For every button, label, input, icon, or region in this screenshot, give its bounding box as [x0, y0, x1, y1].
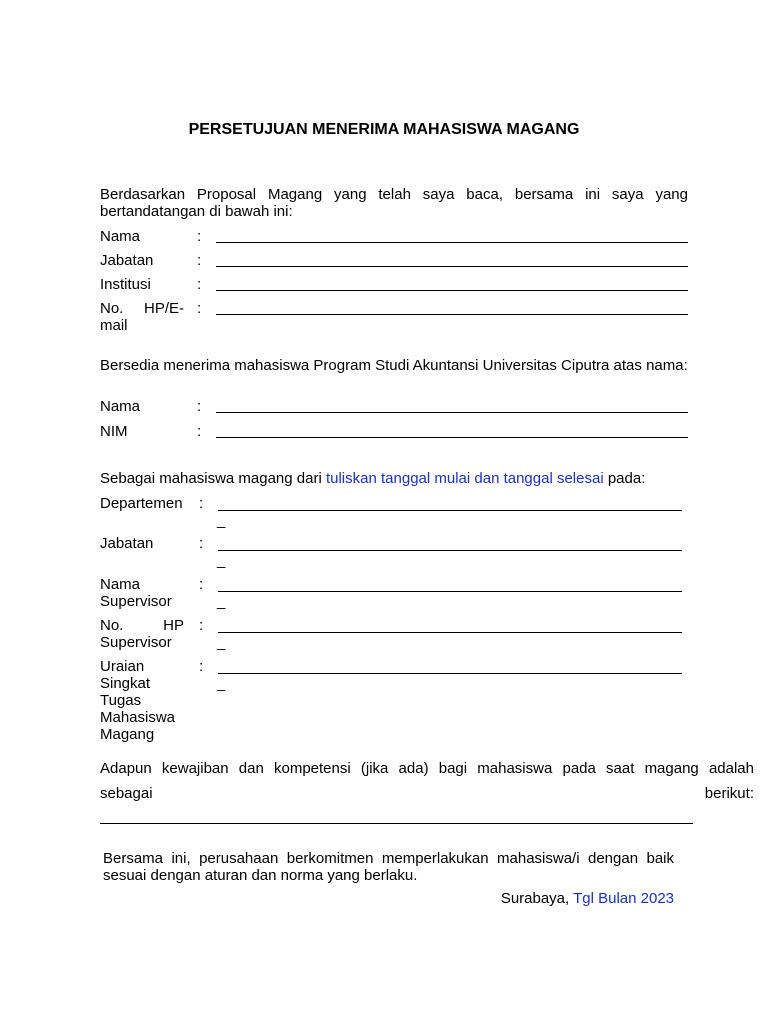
obligations-berikut: berikut:: [704, 785, 754, 802]
student-nim-line[interactable]: [216, 437, 688, 438]
line-wrap-underscore: _: [217, 552, 226, 569]
obligations-sebagai: sebagai: [100, 785, 153, 802]
field-colon: :: [197, 398, 202, 415]
field-colon: :: [197, 228, 202, 245]
signer-position-line[interactable]: [216, 266, 688, 267]
field-colon: :: [197, 252, 202, 269]
intro-prefix: Sebagai mahasiswa magang dari: [100, 470, 326, 487]
supervisor-name-line[interactable]: [218, 591, 682, 592]
signer-institution-line[interactable]: [216, 290, 688, 291]
field-colon: :: [199, 535, 204, 552]
page-title: PERSETUJUAN MENERIMA MAHASISWA MAGANG: [188, 121, 580, 138]
line-wrap-underscore: _: [217, 593, 226, 610]
field-label: Jabatan: [100, 252, 154, 269]
intro-paragraph-3: [100, 470, 645, 487]
field-colon: :: [197, 300, 202, 317]
line-wrap-underscore: _: [217, 675, 226, 692]
field-colon: :: [199, 576, 204, 593]
field-label: No. HP Supervisor: [100, 617, 184, 651]
signature-city: Surabaya,: [500, 890, 574, 907]
field-label: Jabatan: [100, 535, 154, 552]
obligations-line-1: Adapun kewajiban dan kompetensi (jika ada) bagi mahasiswa pada saat magang adalah: [100, 760, 754, 777]
field-colon: :: [199, 617, 204, 634]
intro-paragraph-1: Berdasarkan Proposal Magang yang telah saya baca, bersama ini saya yang bertandatangan di bawah ini:: [100, 186, 688, 220]
field-label: Departemen: [100, 495, 183, 512]
field-colon: :: [197, 276, 202, 293]
field-colon: :: [199, 495, 204, 512]
supervisor-phone-line[interactable]: [218, 632, 682, 633]
field-colon: :: [199, 658, 204, 675]
line-wrap-underscore: _: [217, 634, 226, 651]
intern-position-line[interactable]: [218, 550, 682, 551]
field-colon: :: [197, 423, 202, 440]
field-label: Institusi: [100, 276, 151, 293]
field-label: Nama: [100, 398, 141, 415]
signature-date-placeholder: Tgl Bulan 2023: [573, 890, 674, 907]
department-line[interactable]: [218, 510, 682, 511]
commitment-paragraph: Bersama ini, perusahaan berkomitmen memperlakukan mahasiswa/i dengan baik sesuai dengan aturan dan norma yang berlaku.: [103, 850, 674, 884]
obligations-line[interactable]: [100, 823, 693, 824]
signature-place-date: [501, 890, 674, 907]
signer-contact-line[interactable]: [216, 314, 688, 315]
student-name-line[interactable]: [216, 412, 688, 413]
date-instruction-placeholder: tuliskan tanggal mulai dan tanggal selesai: [325, 470, 604, 487]
intro-suffix: pada:: [603, 470, 646, 487]
field-label: NIM: [100, 423, 128, 440]
signer-name-line[interactable]: [216, 242, 688, 243]
field-label: Nama Supervisor: [100, 576, 172, 610]
intro-paragraph-2: Bersedia menerima mahasiswa Program Studi Akuntansi Universitas Ciputra atas nama:: [100, 357, 688, 374]
line-wrap-underscore: _: [217, 512, 226, 529]
task-description-line[interactable]: [218, 673, 682, 674]
field-label: No. HP/E-mail: [100, 300, 184, 334]
field-label: Nama: [100, 228, 141, 245]
field-label: Uraian Singkat Tugas Mahasiswa Magang: [100, 658, 176, 743]
